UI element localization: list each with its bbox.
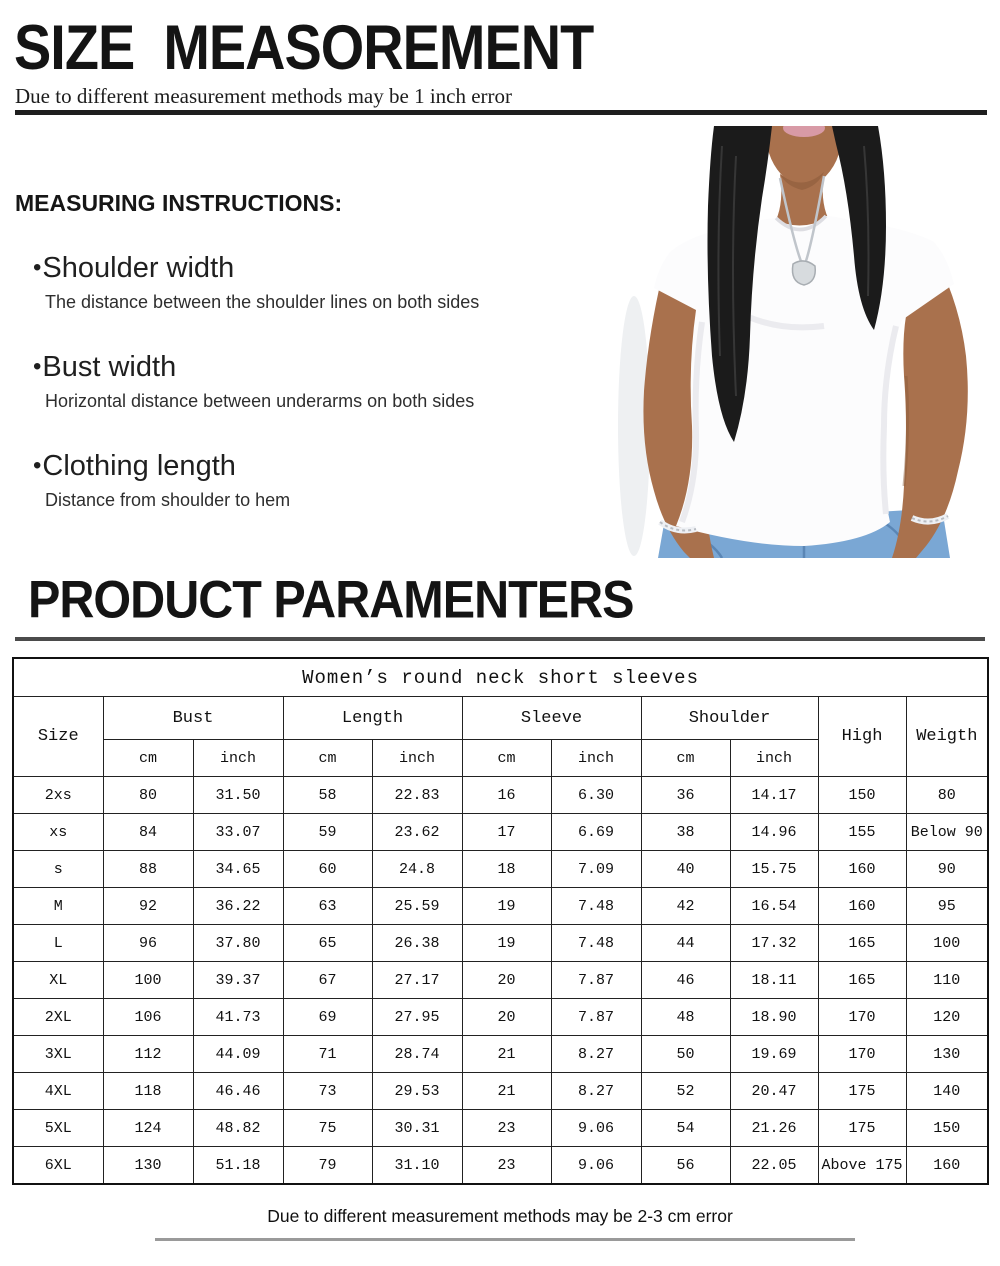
size-cell: 3XL — [13, 1036, 103, 1073]
table-title: Women’s round neck short sleeves — [13, 658, 988, 697]
value-cell: 7.09 — [551, 851, 641, 888]
value-cell: 27.17 — [372, 962, 462, 999]
value-cell: 96 — [103, 925, 193, 962]
value-cell: 118 — [103, 1073, 193, 1110]
unit-inch: inch — [372, 740, 462, 777]
value-cell: 6.69 — [551, 814, 641, 851]
table-title-row — [13, 658, 988, 697]
size-cell: 4XL — [13, 1073, 103, 1110]
value-cell: 41.73 — [193, 999, 283, 1036]
value-cell: 9.06 — [551, 1147, 641, 1185]
value-cell: 71 — [283, 1036, 372, 1073]
value-cell: 54 — [641, 1110, 730, 1147]
unit-inch: inch — [193, 740, 283, 777]
size-cell: 2XL — [13, 999, 103, 1036]
value-cell: 120 — [906, 999, 988, 1036]
table-row — [13, 888, 988, 925]
instruction-title-text: Shoulder width — [42, 252, 235, 284]
value-cell: 26.38 — [372, 925, 462, 962]
value-cell: 175 — [818, 1073, 906, 1110]
value-cell: 50 — [641, 1036, 730, 1073]
size-table-body — [13, 777, 988, 1185]
instruction-description: Horizontal distance between underarms on both sides — [45, 391, 475, 411]
table-row — [13, 1110, 988, 1147]
value-cell: 22.05 — [730, 1147, 818, 1185]
table-row — [13, 925, 988, 962]
page-subtitle: Due to different measurement methods may be 1 inch error — [15, 84, 513, 108]
value-cell: 88 — [103, 851, 193, 888]
column-header-high: High — [818, 697, 906, 777]
value-cell: 20.47 — [730, 1073, 818, 1110]
column-header-shoulder: Shoulder — [641, 697, 818, 740]
value-cell: 6.30 — [551, 777, 641, 814]
value-cell: 7.87 — [551, 999, 641, 1036]
value-cell: 7.48 — [551, 925, 641, 962]
instruction-description: The distance between the shoulder lines on both sides — [45, 292, 480, 312]
table-row — [13, 777, 988, 814]
column-header-weight: Weigth — [906, 697, 988, 777]
size-table — [12, 657, 989, 1185]
value-cell: 23.62 — [372, 814, 462, 851]
value-cell: 95 — [906, 888, 988, 925]
value-cell: 150 — [818, 777, 906, 814]
value-cell: 124 — [103, 1110, 193, 1147]
value-cell: 165 — [818, 962, 906, 999]
size-cell: s — [13, 851, 103, 888]
model-illustration — [618, 126, 990, 558]
value-cell: 18 — [462, 851, 551, 888]
value-cell: 80 — [103, 777, 193, 814]
value-cell: 20 — [462, 999, 551, 1036]
value-cell: 19 — [462, 888, 551, 925]
bullet-icon: • — [33, 353, 42, 380]
value-cell: 165 — [818, 925, 906, 962]
value-cell: 48.82 — [193, 1110, 283, 1147]
value-cell: 130 — [103, 1147, 193, 1185]
value-cell: 28.74 — [372, 1036, 462, 1073]
value-cell: 29.53 — [372, 1073, 462, 1110]
value-cell: 52 — [641, 1073, 730, 1110]
value-cell: 22.83 — [372, 777, 462, 814]
value-cell: 21 — [462, 1036, 551, 1073]
value-cell: 39.37 — [193, 962, 283, 999]
value-cell: 48 — [641, 999, 730, 1036]
value-cell: 37.80 — [193, 925, 283, 962]
value-cell: 44 — [641, 925, 730, 962]
value-cell: 16 — [462, 777, 551, 814]
value-cell: 14.17 — [730, 777, 818, 814]
divider-rule-top — [15, 110, 987, 115]
value-cell: 31.10 — [372, 1147, 462, 1185]
value-cell: 160 — [818, 851, 906, 888]
value-cell: 73 — [283, 1073, 372, 1110]
model-photo — [618, 126, 990, 558]
value-cell: 8.27 — [551, 1073, 641, 1110]
value-cell: 69 — [283, 999, 372, 1036]
column-header-sleeve: Sleeve — [462, 697, 641, 740]
size-cell: 2xs — [13, 777, 103, 814]
value-cell: 90 — [906, 851, 988, 888]
size-cell: L — [13, 925, 103, 962]
value-cell: 75 — [283, 1110, 372, 1147]
table-row — [13, 999, 988, 1036]
instruction-title — [33, 450, 593, 483]
value-cell: 9.06 — [551, 1110, 641, 1147]
value-cell: 155 — [818, 814, 906, 851]
value-cell: 175 — [818, 1110, 906, 1147]
instructions-heading: MEASURING INSTRUCTIONS: — [15, 190, 343, 216]
value-cell: 15.75 — [730, 851, 818, 888]
value-cell: 150 — [906, 1110, 988, 1147]
instruction-title — [33, 351, 593, 384]
unit-inch: inch — [730, 740, 818, 777]
value-cell: 58 — [283, 777, 372, 814]
value-cell: 100 — [906, 925, 988, 962]
footer-note: Due to different measurement methods may be 2-3 cm error — [267, 1206, 733, 1226]
value-cell: 36.22 — [193, 888, 283, 925]
unit-inch: inch — [551, 740, 641, 777]
instruction-item-length — [33, 450, 593, 511]
instruction-description: Distance from shoulder to hem — [45, 490, 291, 510]
value-cell: 51.18 — [193, 1147, 283, 1185]
value-cell: 56 — [641, 1147, 730, 1185]
value-cell: 19 — [462, 925, 551, 962]
value-cell: 60 — [283, 851, 372, 888]
unit-cm: cm — [103, 740, 193, 777]
value-cell: 170 — [818, 1036, 906, 1073]
table-row — [13, 962, 988, 999]
value-cell: 80 — [906, 777, 988, 814]
value-cell: 160 — [906, 1147, 988, 1185]
value-cell: 67 — [283, 962, 372, 999]
value-cell: 59 — [283, 814, 372, 851]
value-cell: 7.87 — [551, 962, 641, 999]
divider-rule-footer — [155, 1238, 855, 1241]
value-cell: Above 175 — [818, 1147, 906, 1185]
unit-cm: cm — [283, 740, 372, 777]
value-cell: 170 — [818, 999, 906, 1036]
value-cell: 21 — [462, 1073, 551, 1110]
value-cell: 65 — [283, 925, 372, 962]
instruction-title-text: Clothing length — [42, 450, 236, 482]
value-cell: 18.90 — [730, 999, 818, 1036]
value-cell: 20 — [462, 962, 551, 999]
value-cell: 160 — [818, 888, 906, 925]
table-row — [13, 1147, 988, 1185]
value-cell: 23 — [462, 1110, 551, 1147]
unit-cm: cm — [641, 740, 730, 777]
size-cell: 5XL — [13, 1110, 103, 1147]
value-cell: 21.26 — [730, 1110, 818, 1147]
size-cell: M — [13, 888, 103, 925]
instruction-item-shoulder — [33, 252, 593, 313]
value-cell: 63 — [283, 888, 372, 925]
table-row — [13, 1073, 988, 1110]
value-cell: 44.09 — [193, 1036, 283, 1073]
value-cell: 27.95 — [372, 999, 462, 1036]
value-cell: 46.46 — [193, 1073, 283, 1110]
value-cell: Below 90 — [906, 814, 988, 851]
value-cell: 79 — [283, 1147, 372, 1185]
bullet-icon: • — [33, 452, 42, 479]
instruction-item-bust — [33, 351, 593, 412]
value-cell: 17.32 — [730, 925, 818, 962]
bullet-icon: • — [33, 254, 42, 281]
value-cell: 18.11 — [730, 962, 818, 999]
necklace-pendant — [792, 261, 815, 285]
table-row — [13, 851, 988, 888]
size-cell: 6XL — [13, 1147, 103, 1185]
table-row — [13, 1036, 988, 1073]
page-title: SIZE MEASOREMENT — [14, 13, 594, 84]
value-cell: 112 — [103, 1036, 193, 1073]
column-header-length: Length — [283, 697, 462, 740]
size-cell: XL — [13, 962, 103, 999]
value-cell: 16.54 — [730, 888, 818, 925]
table-row — [13, 814, 988, 851]
value-cell: 38 — [641, 814, 730, 851]
value-cell: 92 — [103, 888, 193, 925]
value-cell: 42 — [641, 888, 730, 925]
value-cell: 34.65 — [193, 851, 283, 888]
value-cell: 31.50 — [193, 777, 283, 814]
unit-cm: cm — [462, 740, 551, 777]
value-cell: 14.96 — [730, 814, 818, 851]
value-cell: 140 — [906, 1073, 988, 1110]
value-cell: 25.59 — [372, 888, 462, 925]
column-header-size: Size — [13, 697, 103, 777]
column-header-bust: Bust — [103, 697, 283, 740]
value-cell: 110 — [906, 962, 988, 999]
divider-rule-product — [15, 637, 985, 641]
value-cell: 19.69 — [730, 1036, 818, 1073]
value-cell: 33.07 — [193, 814, 283, 851]
instruction-title — [33, 252, 593, 285]
value-cell: 30.31 — [372, 1110, 462, 1147]
value-cell: 100 — [103, 962, 193, 999]
value-cell: 46 — [641, 962, 730, 999]
value-cell: 23 — [462, 1147, 551, 1185]
instruction-title-text: Bust width — [42, 351, 177, 383]
product-heading: PRODUCT PARAMENTERS — [28, 571, 634, 630]
table-group-header-row — [13, 697, 988, 740]
value-cell: 130 — [906, 1036, 988, 1073]
value-cell: 7.48 — [551, 888, 641, 925]
value-cell: 8.27 — [551, 1036, 641, 1073]
value-cell: 40 — [641, 851, 730, 888]
value-cell: 36 — [641, 777, 730, 814]
value-cell: 84 — [103, 814, 193, 851]
size-cell: xs — [13, 814, 103, 851]
value-cell: 17 — [462, 814, 551, 851]
value-cell: 106 — [103, 999, 193, 1036]
value-cell: 24.8 — [372, 851, 462, 888]
